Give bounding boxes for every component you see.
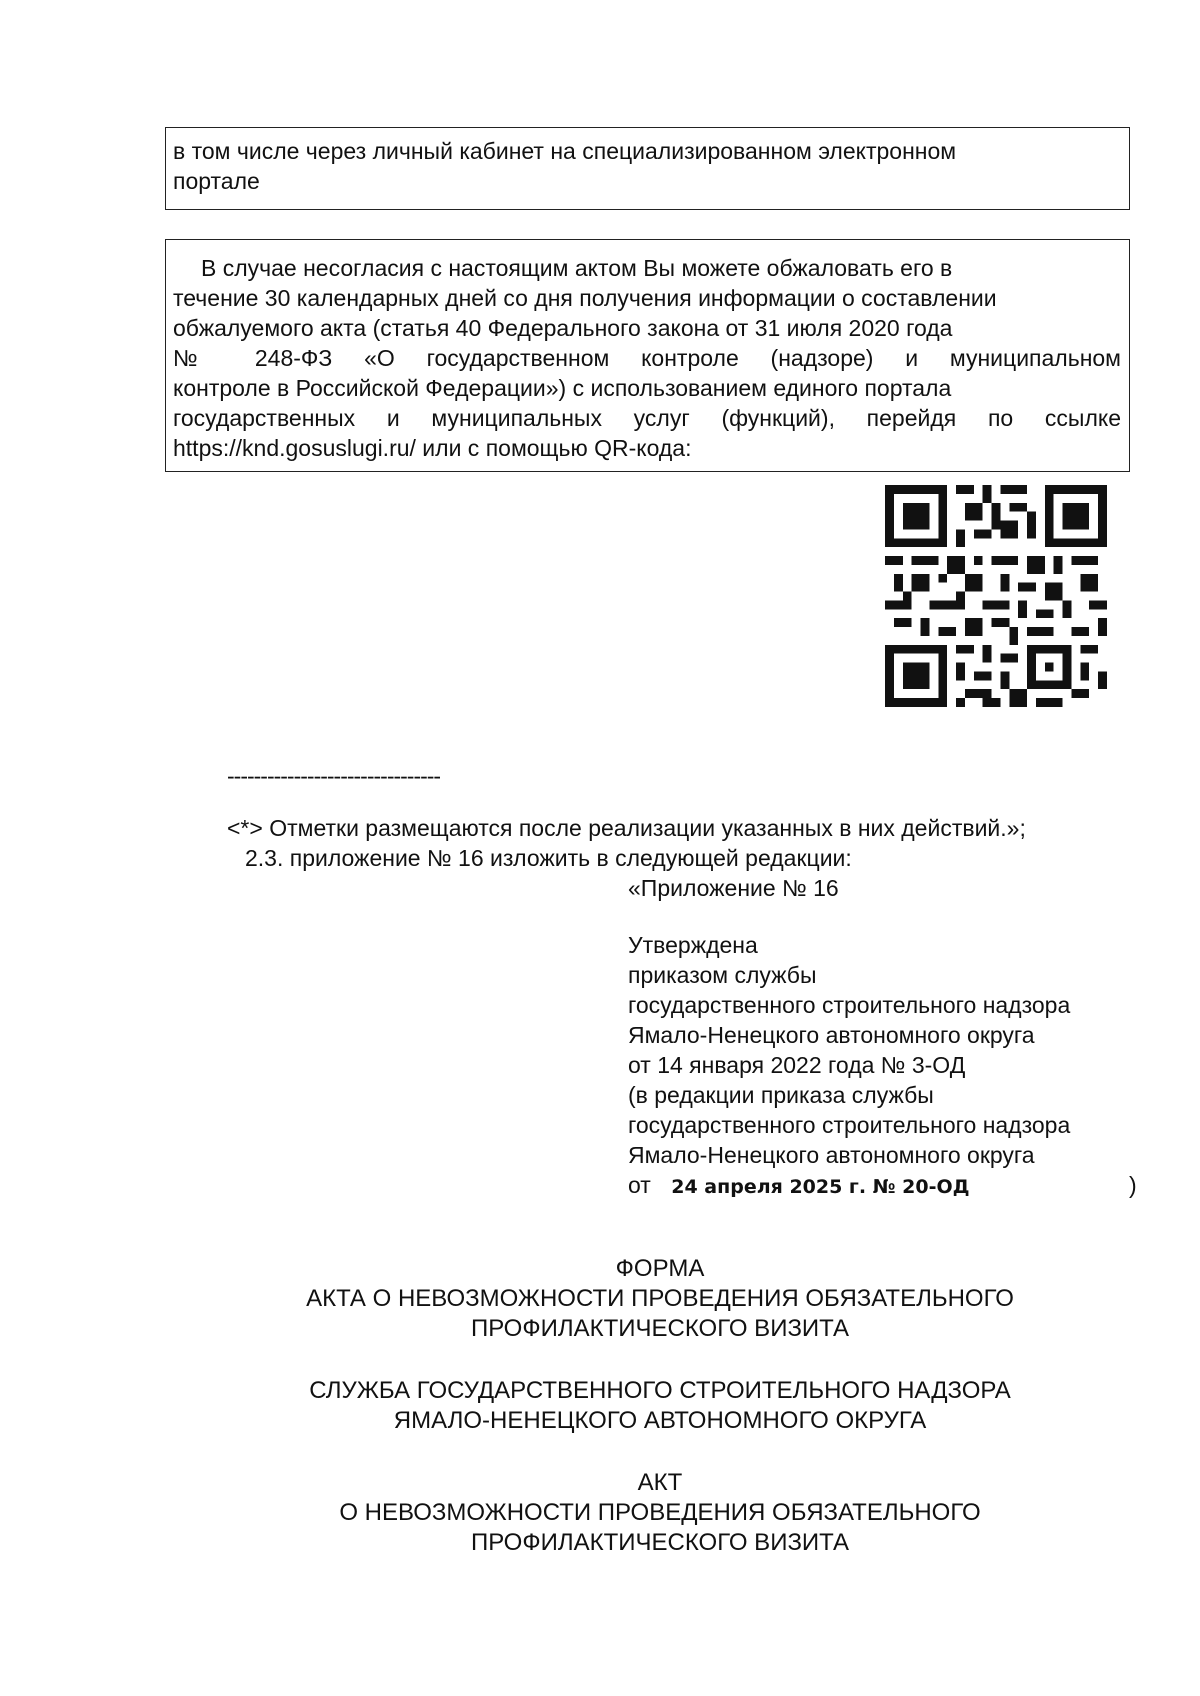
appendix-line: Ямало-Ненецкого автономного округа xyxy=(628,1142,1035,1168)
appeal-line: течение 30 календарных дней со дня получения информации о составлении xyxy=(173,285,997,311)
qr-code-icon[interactable] xyxy=(885,485,1107,707)
appeal-line: контроле в Российской Федерации») с использованием единого портала xyxy=(173,375,952,401)
appeal-line: В случае несогласия с настоящим актом Вы можете обжаловать его в xyxy=(201,255,953,281)
clause-text: 2.3. приложение № 16 изложить в следующей редакции: xyxy=(245,845,852,871)
appendix-date-value: 24 апреля 2025 г. № 20-ОД xyxy=(671,1176,970,1198)
footnote-note: <*> Отметки размещаются после реализации указанных в них действий.»; xyxy=(227,815,1026,841)
appeal-line: обжалуемого акта (статья 40 Федерального закона от 31 июля 2020 года xyxy=(173,315,953,341)
form-title: ФОРМА xyxy=(615,1255,705,1282)
appendix-line: (в редакции приказа службы xyxy=(628,1082,934,1108)
agency-title-line: ЯМАЛО-НЕНЕЦКОГО АВТОНОМНОГО ОКРУГА xyxy=(393,1407,927,1434)
appendix-date-row xyxy=(628,1170,970,1202)
portal-note-box xyxy=(165,127,1130,210)
appendix-line: Ямало-Ненецкого автономного округа xyxy=(628,1022,1035,1048)
appendix-line: приказом службы xyxy=(628,962,817,988)
appeal-line: государственных и муниципальных услуг (функций), перейдя по ссылке xyxy=(173,405,1121,431)
portal-note-line: портале xyxy=(173,168,260,194)
act-title: АКТ xyxy=(637,1469,683,1496)
act-title-line: ПРОФИЛАКТИЧЕСКОГО ВИЗИТА xyxy=(470,1529,850,1556)
agency-title-line: СЛУЖБА ГОСУДАРСТВЕННОГО СТРОИТЕЛЬНОГО НАДЗОРА xyxy=(309,1377,1011,1404)
form-title-line: ПРОФИЛАКТИЧЕСКОГО ВИЗИТА xyxy=(470,1315,850,1342)
footnote-separator: -------------------------------- xyxy=(227,763,441,789)
appendix-line: от 14 января 2022 года № 3-ОД xyxy=(628,1052,966,1078)
act-title-line: О НЕВОЗМОЖНОСТИ ПРОВЕДЕНИЯ ОБЯЗАТЕЛЬНОГО xyxy=(339,1499,981,1526)
form-title-line: АКТА О НЕВОЗМОЖНОСТИ ПРОВЕДЕНИЯ ОБЯЗАТЕЛЬНОГО xyxy=(306,1285,1014,1312)
appeal-info-box xyxy=(165,239,1130,472)
appeal-line: № 248-ФЗ «О государственном контроле (надзоре) и муниципальном xyxy=(173,345,1121,371)
portal-note-line: в том числе через личный кабинет на специализированном электронном xyxy=(173,138,957,164)
appeal-link-line[interactable]: https://knd.gosuslugi.ru/ или с помощью QR-кода: xyxy=(173,435,692,461)
appendix-date-prefix: от xyxy=(628,1172,651,1198)
appendix-line: государственного строительного надзора xyxy=(628,992,1071,1018)
appendix-date-suffix: ) xyxy=(1129,1172,1137,1198)
appendix-line: Утверждена xyxy=(628,932,758,958)
appendix-line: государственного строительного надзора xyxy=(628,1112,1071,1138)
appendix-heading: «Приложение № 16 xyxy=(628,875,839,901)
